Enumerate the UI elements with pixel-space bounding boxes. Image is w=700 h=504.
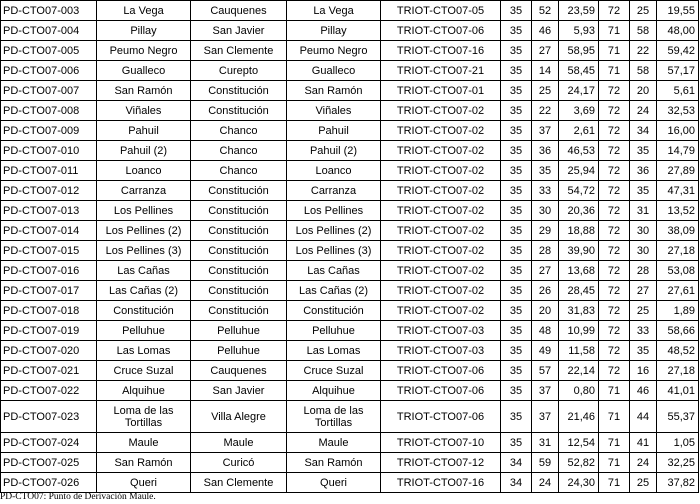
cell-lat-min: 59 xyxy=(532,453,559,473)
cell-lon-deg: 72 xyxy=(599,341,630,361)
cell-lon-sec: 55,37 xyxy=(657,401,699,433)
cell-locality: Pahuil xyxy=(287,121,381,141)
cell-lon-deg: 72 xyxy=(599,221,630,241)
cell-lat-deg: 35 xyxy=(501,181,532,201)
cell-lat-deg: 34 xyxy=(501,453,532,473)
cell-lat-deg: 35 xyxy=(501,1,532,21)
cell-lat-min: 27 xyxy=(532,261,559,281)
cell-lon-deg: 71 xyxy=(599,381,630,401)
cell-commune: Curepto xyxy=(191,61,287,81)
cell-lat-min: 37 xyxy=(532,381,559,401)
table-row xyxy=(1,21,699,41)
cell-name: Maule xyxy=(97,433,191,453)
cell-commune: Villa Alegre xyxy=(191,401,287,433)
cell-lon-deg: 72 xyxy=(599,161,630,181)
cell-lon-min: 35 xyxy=(630,141,657,161)
table-row xyxy=(1,221,699,241)
cell-lon-sec: 37,82 xyxy=(657,473,699,493)
cell-locality: Las Cañas xyxy=(287,261,381,281)
cell-lon-min: 41 xyxy=(630,433,657,453)
cell-lon-min: 35 xyxy=(630,341,657,361)
cell-lat-deg: 35 xyxy=(501,281,532,301)
cell-lon-deg: 72 xyxy=(599,261,630,281)
cell-commune: San Javier xyxy=(191,381,287,401)
cell-lon-sec: 27,89 xyxy=(657,161,699,181)
cell-lon-min: 36 xyxy=(630,161,657,181)
cell-lat-sec: 2,61 xyxy=(559,121,599,141)
cell-lat-min: 14 xyxy=(532,61,559,81)
cell-lon-min: 58 xyxy=(630,21,657,41)
cell-commune: Constitución xyxy=(191,201,287,221)
cell-triot-code: TRIOT-CTO07-21 xyxy=(381,61,501,81)
cell-locality: Loma de las Tortillas xyxy=(287,401,381,433)
cell-lat-deg: 35 xyxy=(501,261,532,281)
cell-code: PD-CTO07-011 xyxy=(1,161,97,181)
cell-lon-sec: 19,55 xyxy=(657,1,699,21)
cell-commune: Maule xyxy=(191,433,287,453)
table-row xyxy=(1,261,699,281)
cell-code: PD-CTO07-018 xyxy=(1,301,97,321)
cell-lat-sec: 28,45 xyxy=(559,281,599,301)
cell-code: PD-CTO07-023 xyxy=(1,401,97,433)
cell-name: Carranza xyxy=(97,181,191,201)
cell-triot-code: TRIOT-CTO07-05 xyxy=(381,1,501,21)
cell-lat-min: 37 xyxy=(532,401,559,433)
cell-lon-min: 25 xyxy=(630,1,657,21)
cell-lon-deg: 72 xyxy=(599,121,630,141)
table-row xyxy=(1,361,699,381)
cell-code: PD-CTO07-015 xyxy=(1,241,97,261)
cell-triot-code: TRIOT-CTO07-02 xyxy=(381,221,501,241)
cell-commune: San Clemente xyxy=(191,473,287,493)
cell-commune: Chanco xyxy=(191,141,287,161)
cell-lon-deg: 72 xyxy=(599,141,630,161)
cell-triot-code: TRIOT-CTO07-10 xyxy=(381,433,501,453)
cell-locality: Carranza xyxy=(287,181,381,201)
cell-lon-min: 35 xyxy=(630,181,657,201)
cell-lat-deg: 35 xyxy=(501,161,532,181)
cell-lon-deg: 72 xyxy=(599,321,630,341)
cell-triot-code: TRIOT-CTO07-16 xyxy=(381,41,501,61)
cell-lat-sec: 0,80 xyxy=(559,381,599,401)
cell-lat-sec: 13,68 xyxy=(559,261,599,281)
cell-lat-min: 28 xyxy=(532,241,559,261)
cell-locality: Gualleco xyxy=(287,61,381,81)
cell-commune: Constitución xyxy=(191,101,287,121)
cell-lat-sec: 3,69 xyxy=(559,101,599,121)
cell-lat-deg: 35 xyxy=(501,321,532,341)
cell-name: Pillay xyxy=(97,21,191,41)
cell-commune: Constitución xyxy=(191,301,287,321)
cell-locality: San Ramón xyxy=(287,81,381,101)
cell-lon-min: 24 xyxy=(630,101,657,121)
cell-lon-deg: 72 xyxy=(599,361,630,381)
cell-locality: Pelluhue xyxy=(287,321,381,341)
table-row xyxy=(1,433,699,453)
cell-locality: Los Pellines (2) xyxy=(287,221,381,241)
cell-lat-min: 36 xyxy=(532,141,559,161)
cell-lon-min: 30 xyxy=(630,221,657,241)
table-row xyxy=(1,41,699,61)
cell-lon-deg: 72 xyxy=(599,281,630,301)
cell-lat-sec: 18,88 xyxy=(559,221,599,241)
cell-code: PD-CTO07-019 xyxy=(1,321,97,341)
cell-code: PD-CTO07-025 xyxy=(1,453,97,473)
cell-commune: Curicó xyxy=(191,453,287,473)
cell-lon-deg: 72 xyxy=(599,81,630,101)
table-row xyxy=(1,121,699,141)
cell-lon-sec: 48,52 xyxy=(657,341,699,361)
cell-locality: Los Pellines (3) xyxy=(287,241,381,261)
cell-lat-deg: 35 xyxy=(501,41,532,61)
cell-locality: San Ramón xyxy=(287,453,381,473)
cell-commune: Cauquenes xyxy=(191,361,287,381)
cell-name: Los Pellines (3) xyxy=(97,241,191,261)
cell-lat-sec: 24,30 xyxy=(559,473,599,493)
cell-lat-deg: 34 xyxy=(501,473,532,493)
cell-commune: Pelluhue xyxy=(191,321,287,341)
cell-lon-min: 16 xyxy=(630,361,657,381)
cell-lat-min: 35 xyxy=(532,161,559,181)
cell-lon-sec: 32,53 xyxy=(657,101,699,121)
cell-lon-deg: 71 xyxy=(599,453,630,473)
cell-lon-deg: 72 xyxy=(599,201,630,221)
cell-code: PD-CTO07-026 xyxy=(1,473,97,493)
cell-code: PD-CTO07-013 xyxy=(1,201,97,221)
cell-locality: La Vega xyxy=(287,1,381,21)
cell-lat-sec: 31,83 xyxy=(559,301,599,321)
cell-lon-sec: 47,31 xyxy=(657,181,699,201)
cell-lon-deg: 72 xyxy=(599,241,630,261)
cell-name: La Vega xyxy=(97,1,191,21)
cell-code: PD-CTO07-003 xyxy=(1,1,97,21)
table-row xyxy=(1,241,699,261)
cell-locality: Viñales xyxy=(287,101,381,121)
cell-commune: Cauquenes xyxy=(191,1,287,21)
cell-commune: Chanco xyxy=(191,121,287,141)
cell-triot-code: TRIOT-CTO07-02 xyxy=(381,141,501,161)
cell-code: PD-CTO07-008 xyxy=(1,101,97,121)
cell-locality: Alquihue xyxy=(287,381,381,401)
cell-lon-min: 25 xyxy=(630,473,657,493)
cell-lat-sec: 20,36 xyxy=(559,201,599,221)
cell-triot-code: TRIOT-CTO07-16 xyxy=(381,473,501,493)
table-body xyxy=(1,1,699,493)
cell-lat-deg: 35 xyxy=(501,401,532,433)
table-row xyxy=(1,61,699,81)
cell-lat-sec: 23,59 xyxy=(559,1,599,21)
cell-name: Pahuil (2) xyxy=(97,141,191,161)
cell-commune: Constitución xyxy=(191,241,287,261)
cell-lat-sec: 25,94 xyxy=(559,161,599,181)
cell-lat-min: 20 xyxy=(532,301,559,321)
table-row xyxy=(1,473,699,493)
cell-lat-deg: 35 xyxy=(501,121,532,141)
cell-code: PD-CTO07-005 xyxy=(1,41,97,61)
cell-lat-min: 52 xyxy=(532,1,559,21)
cell-code: PD-CTO07-016 xyxy=(1,261,97,281)
cell-name: Las Lomas xyxy=(97,341,191,361)
cell-lon-deg: 72 xyxy=(599,101,630,121)
cell-lon-sec: 27,61 xyxy=(657,281,699,301)
cell-lat-min: 33 xyxy=(532,181,559,201)
table-row xyxy=(1,181,699,201)
cell-lat-sec: 22,14 xyxy=(559,361,599,381)
cell-lon-deg: 71 xyxy=(599,473,630,493)
cell-lat-sec: 54,72 xyxy=(559,181,599,201)
cell-commune: Constitución xyxy=(191,221,287,241)
cell-lon-deg: 71 xyxy=(599,21,630,41)
cell-lon-min: 46 xyxy=(630,381,657,401)
cell-lat-sec: 21,46 xyxy=(559,401,599,433)
cell-name: Las Cañas xyxy=(97,261,191,281)
cell-lat-deg: 35 xyxy=(501,101,532,121)
cell-lat-deg: 35 xyxy=(501,381,532,401)
cell-lat-deg: 35 xyxy=(501,433,532,453)
cell-name: Gualleco xyxy=(97,61,191,81)
table-row xyxy=(1,201,699,221)
cell-triot-code: TRIOT-CTO07-01 xyxy=(381,81,501,101)
cell-triot-code: TRIOT-CTO07-02 xyxy=(381,101,501,121)
table-row xyxy=(1,281,699,301)
cell-code: PD-CTO07-017 xyxy=(1,281,97,301)
cell-lat-deg: 35 xyxy=(501,301,532,321)
cell-lon-sec: 48,00 xyxy=(657,21,699,41)
cell-lat-deg: 35 xyxy=(501,61,532,81)
cell-name: Pahuil xyxy=(97,121,191,141)
cell-code: PD-CTO07-020 xyxy=(1,341,97,361)
cell-lat-deg: 35 xyxy=(501,341,532,361)
cell-code: PD-CTO07-004 xyxy=(1,21,97,41)
cell-lon-sec: 38,09 xyxy=(657,221,699,241)
table-row xyxy=(1,301,699,321)
cell-lon-sec: 27,18 xyxy=(657,361,699,381)
table-row xyxy=(1,341,699,361)
cell-triot-code: TRIOT-CTO07-03 xyxy=(381,341,501,361)
cell-lon-sec: 41,01 xyxy=(657,381,699,401)
cell-lat-min: 25 xyxy=(532,81,559,101)
cell-name: San Ramón xyxy=(97,81,191,101)
cell-lon-deg: 72 xyxy=(599,301,630,321)
cell-lon-min: 44 xyxy=(630,401,657,433)
cell-lon-sec: 58,66 xyxy=(657,321,699,341)
cell-lat-deg: 35 xyxy=(501,21,532,41)
cell-lon-deg: 71 xyxy=(599,401,630,433)
cell-name: San Ramón xyxy=(97,453,191,473)
cell-locality: Maule xyxy=(287,433,381,453)
cell-code: PD-CTO07-014 xyxy=(1,221,97,241)
table-row xyxy=(1,453,699,473)
cell-name: Loanco xyxy=(97,161,191,181)
footnote: PD-CTO07: Punto de Derivación Maule. xyxy=(0,492,156,502)
cell-lat-min: 57 xyxy=(532,361,559,381)
cell-lon-min: 28 xyxy=(630,261,657,281)
cell-name: Queri xyxy=(97,473,191,493)
cell-code: PD-CTO07-021 xyxy=(1,361,97,381)
cell-triot-code: TRIOT-CTO07-02 xyxy=(381,161,501,181)
cell-code: PD-CTO07-012 xyxy=(1,181,97,201)
cell-lat-min: 30 xyxy=(532,201,559,221)
cell-locality: Los Pellines xyxy=(287,201,381,221)
cell-code: PD-CTO07-006 xyxy=(1,61,97,81)
cell-lat-deg: 35 xyxy=(501,81,532,101)
cell-locality: Peumo Negro xyxy=(287,41,381,61)
cell-name: Constitución xyxy=(97,301,191,321)
cell-commune: San Javier xyxy=(191,21,287,41)
cell-lat-min: 31 xyxy=(532,433,559,453)
cell-lon-min: 33 xyxy=(630,321,657,341)
cell-lat-sec: 24,17 xyxy=(559,81,599,101)
cell-triot-code: TRIOT-CTO07-12 xyxy=(381,453,501,473)
cell-lat-sec: 52,82 xyxy=(559,453,599,473)
cell-commune: Constitución xyxy=(191,261,287,281)
cell-lat-sec: 12,54 xyxy=(559,433,599,453)
cell-lon-min: 25 xyxy=(630,301,657,321)
cell-locality: Cruce Suzal xyxy=(287,361,381,381)
cell-lat-deg: 35 xyxy=(501,201,532,221)
cell-lon-sec: 59,42 xyxy=(657,41,699,61)
cell-lon-sec: 5,61 xyxy=(657,81,699,101)
cell-lon-min: 30 xyxy=(630,241,657,261)
cell-lon-min: 24 xyxy=(630,453,657,473)
cell-lon-deg: 71 xyxy=(599,61,630,81)
cell-lat-sec: 5,93 xyxy=(559,21,599,41)
cell-triot-code: TRIOT-CTO07-02 xyxy=(381,301,501,321)
cell-lat-sec: 10,99 xyxy=(559,321,599,341)
cell-lat-min: 29 xyxy=(532,221,559,241)
cell-lon-deg: 71 xyxy=(599,433,630,453)
cell-locality: Constitución xyxy=(287,301,381,321)
cell-name: Las Cañas (2) xyxy=(97,281,191,301)
cell-lat-min: 22 xyxy=(532,101,559,121)
table-row xyxy=(1,381,699,401)
cell-lat-min: 27 xyxy=(532,41,559,61)
cell-commune: Constitución xyxy=(191,181,287,201)
table-row xyxy=(1,101,699,121)
cell-lat-min: 37 xyxy=(532,121,559,141)
cell-lat-min: 46 xyxy=(532,21,559,41)
cell-lon-min: 20 xyxy=(630,81,657,101)
cell-lon-sec: 32,25 xyxy=(657,453,699,473)
table-row xyxy=(1,401,699,433)
cell-name: Los Pellines xyxy=(97,201,191,221)
cell-code: PD-CTO07-009 xyxy=(1,121,97,141)
table-row xyxy=(1,81,699,101)
cell-triot-code: TRIOT-CTO07-06 xyxy=(381,381,501,401)
cell-lon-deg: 71 xyxy=(599,41,630,61)
cell-lon-sec: 1,05 xyxy=(657,433,699,453)
cell-commune: Constitución xyxy=(191,81,287,101)
cell-code: PD-CTO07-022 xyxy=(1,381,97,401)
table-row xyxy=(1,1,699,21)
table-row xyxy=(1,161,699,181)
cell-name: Cruce Suzal xyxy=(97,361,191,381)
cell-lat-deg: 35 xyxy=(501,141,532,161)
cell-name: Viñales xyxy=(97,101,191,121)
cell-lon-deg: 72 xyxy=(599,181,630,201)
cell-triot-code: TRIOT-CTO07-02 xyxy=(381,261,501,281)
cell-lon-sec: 57,17 xyxy=(657,61,699,81)
cell-commune: Chanco xyxy=(191,161,287,181)
cell-lat-sec: 39,90 xyxy=(559,241,599,261)
cell-lon-sec: 1,89 xyxy=(657,301,699,321)
cell-triot-code: TRIOT-CTO07-06 xyxy=(381,21,501,41)
cell-lon-min: 22 xyxy=(630,41,657,61)
cell-lat-sec: 58,95 xyxy=(559,41,599,61)
cell-commune: Constitución xyxy=(191,281,287,301)
cell-lat-deg: 35 xyxy=(501,221,532,241)
cell-lon-deg: 72 xyxy=(599,1,630,21)
cell-name: Peumo Negro xyxy=(97,41,191,61)
cell-lon-sec: 13,52 xyxy=(657,201,699,221)
cell-lon-sec: 27,18 xyxy=(657,241,699,261)
cell-triot-code: TRIOT-CTO07-02 xyxy=(381,181,501,201)
table-row xyxy=(1,321,699,341)
cell-lat-min: 26 xyxy=(532,281,559,301)
cell-locality: Queri xyxy=(287,473,381,493)
cell-lat-sec: 58,45 xyxy=(559,61,599,81)
cell-triot-code: TRIOT-CTO07-02 xyxy=(381,201,501,221)
cell-lat-min: 48 xyxy=(532,321,559,341)
cell-code: PD-CTO07-024 xyxy=(1,433,97,453)
cell-name: Alquihue xyxy=(97,381,191,401)
cell-name: Los Pellines (2) xyxy=(97,221,191,241)
cell-lat-sec: 11,58 xyxy=(559,341,599,361)
cell-lat-min: 24 xyxy=(532,473,559,493)
cell-locality: Las Lomas xyxy=(287,341,381,361)
cell-triot-code: TRIOT-CTO07-02 xyxy=(381,121,501,141)
cell-lat-deg: 35 xyxy=(501,241,532,261)
cell-lat-sec: 46,53 xyxy=(559,141,599,161)
cell-name: Loma de las Tortillas xyxy=(97,401,191,433)
cell-lon-sec: 16,00 xyxy=(657,121,699,141)
cell-lat-min: 49 xyxy=(532,341,559,361)
cell-name: Pelluhue xyxy=(97,321,191,341)
cell-triot-code: TRIOT-CTO07-02 xyxy=(381,281,501,301)
cell-lon-min: 34 xyxy=(630,121,657,141)
cell-triot-code: TRIOT-CTO07-02 xyxy=(381,241,501,261)
cell-lon-min: 31 xyxy=(630,201,657,221)
cell-commune: Pelluhue xyxy=(191,341,287,361)
cell-triot-code: TRIOT-CTO07-03 xyxy=(381,321,501,341)
cell-locality: Pahuil (2) xyxy=(287,141,381,161)
cell-code: PD-CTO07-010 xyxy=(1,141,97,161)
cell-lon-sec: 53,08 xyxy=(657,261,699,281)
cell-lat-deg: 35 xyxy=(501,361,532,381)
cell-locality: Las Cañas (2) xyxy=(287,281,381,301)
cell-triot-code: TRIOT-CTO07-06 xyxy=(381,361,501,381)
cell-lon-min: 27 xyxy=(630,281,657,301)
cell-lon-sec: 14,79 xyxy=(657,141,699,161)
cell-commune: San Clemente xyxy=(191,41,287,61)
cell-code: PD-CTO07-007 xyxy=(1,81,97,101)
cell-lon-min: 58 xyxy=(630,61,657,81)
cell-triot-code: TRIOT-CTO07-06 xyxy=(381,401,501,433)
cell-locality: Loanco xyxy=(287,161,381,181)
table-row xyxy=(1,141,699,161)
cell-locality: Pillay xyxy=(287,21,381,41)
